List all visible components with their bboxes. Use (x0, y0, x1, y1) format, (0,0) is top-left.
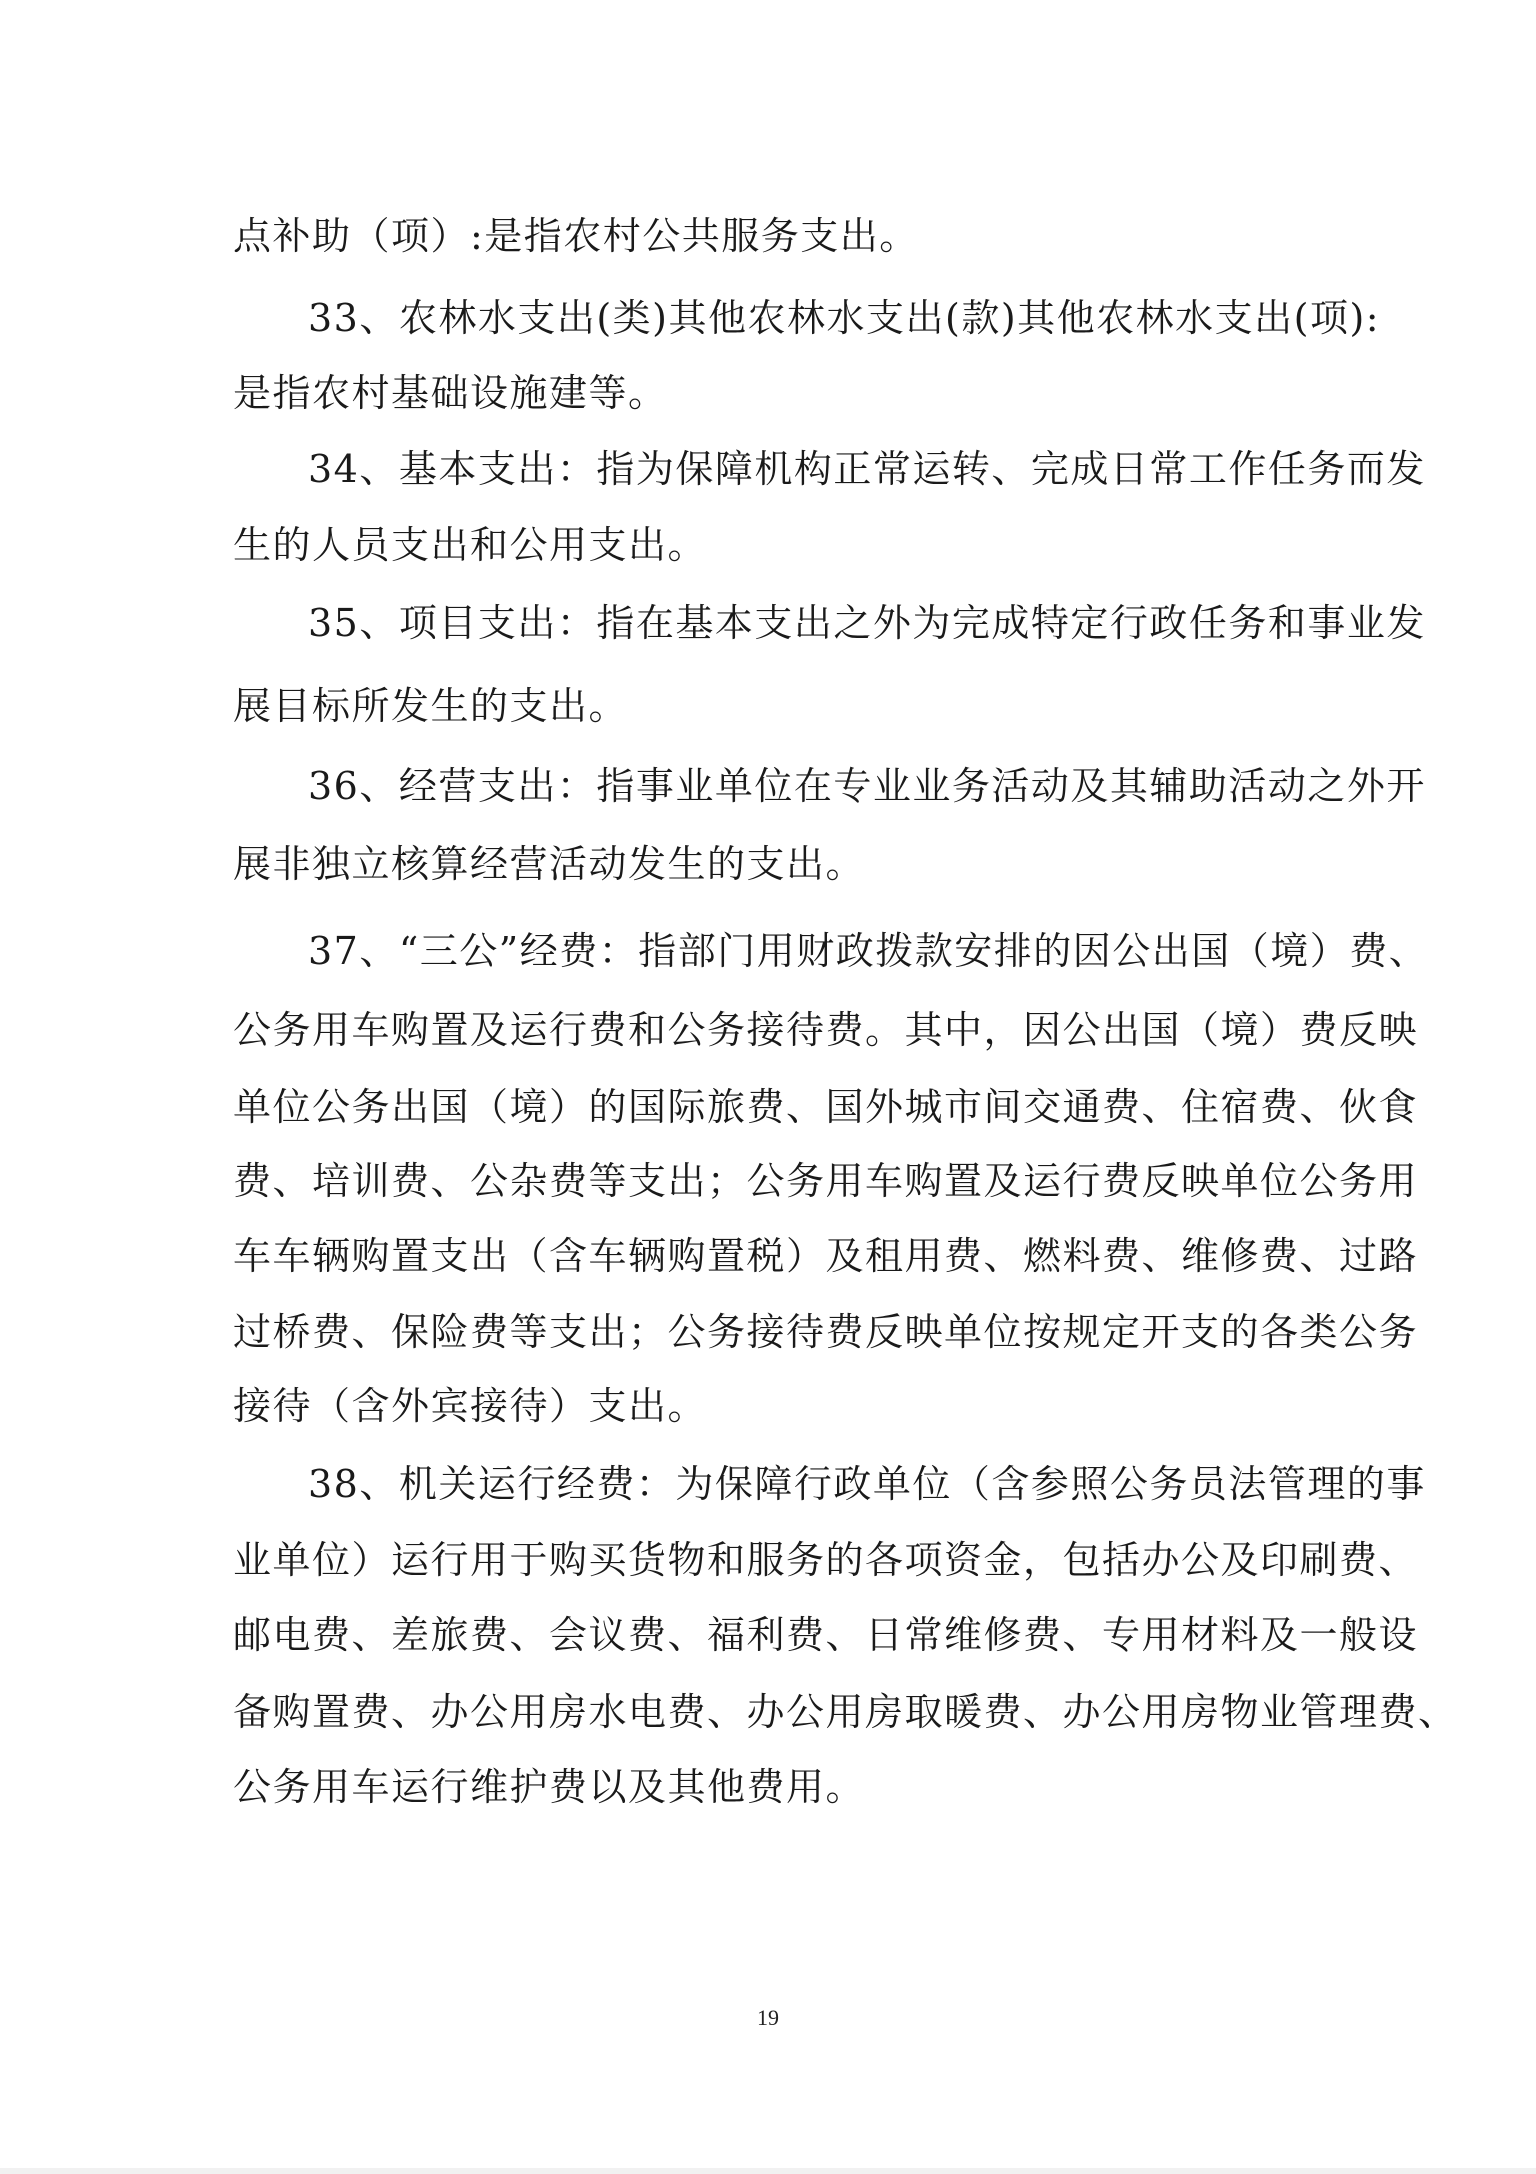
item-35-line: 35、项目支出：指在基本支出之外为完成特定行政任务和事业发 (308, 601, 1426, 645)
item-38-line: 38、机关运行经费：为保障行政单位（含参照公务员法管理的事 (308, 1462, 1426, 1506)
text-line: 邮电费、差旅费、会议费、福利费、日常维修费、专用材料及一般设 (233, 1613, 1419, 1657)
text-line: 是指农村基础设施建等。 (233, 371, 668, 415)
item-34-line: 34、基本支出：指为保障机构正常运转、完成日常工作任务而发 (308, 447, 1426, 491)
page-bottom-edge (0, 2168, 1536, 2174)
text-line: 展目标所发生的支出。 (233, 684, 629, 728)
text-line: 生的人员支出和公用支出。 (233, 523, 708, 567)
page-number: 19 (757, 2005, 779, 2030)
text-line: 公务用车运行维护费以及其他费用。 (233, 1765, 866, 1809)
text-line: 接待（含外宾接待）支出。 (233, 1384, 708, 1428)
text-line: 展非独立核算经营活动发生的支出。 (233, 842, 866, 886)
text-line: 费、培训费、公杂费等支出；公务用车购置及运行费反映单位公务用 (233, 1159, 1419, 1203)
text-line: 备购置费、办公用房水电费、办公用房取暖费、办公用房物业管理费、 (233, 1690, 1458, 1734)
item-33-line: 33、农林水支出(类)其他农林水支出(款)其他农林水支出(项): (308, 296, 1381, 340)
item-36-line: 36、经营支出：指事业单位在专业业务活动及其辅助活动之外开 (308, 764, 1426, 808)
text-line: 单位公务出国（境）的国际旅费、国外城市间交通费、住宿费、伙食 (233, 1085, 1419, 1129)
text-line: 点补助（项）:是指农村公共服务支出。 (233, 214, 919, 258)
text-line: 业单位）运行用于购买货物和服务的各项资金，包括办公及印刷费、 (233, 1538, 1419, 1582)
text-line: 车车辆购置支出（含车辆购置税）及租用费、燃料费、维修费、过路 (233, 1234, 1419, 1278)
item-37-line: 37、“三公”经费：指部门用财政拨款安排的因公出国（境）费、 (308, 929, 1429, 973)
text-line: 过桥费、保险费等支出；公务接待费反映单位按规定开支的各类公务 (233, 1310, 1419, 1354)
text-line: 公务用车购置及运行费和公务接待费。其中，因公出国（境）费反映 (233, 1008, 1419, 1052)
